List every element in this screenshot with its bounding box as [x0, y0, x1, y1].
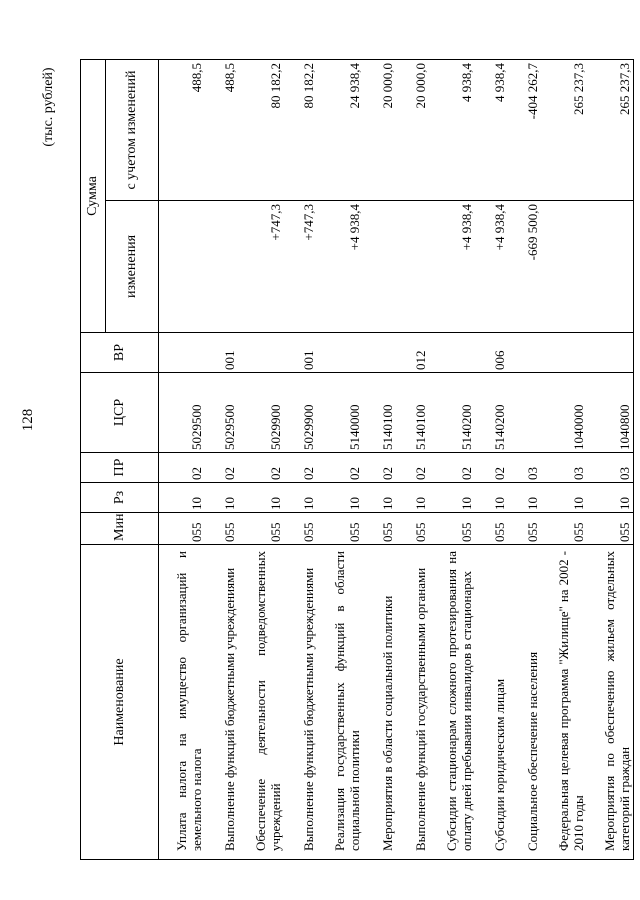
cell-pr: 02	[317, 453, 363, 483]
cell-vr: 001	[284, 333, 317, 373]
cell-rz: 10	[159, 483, 206, 513]
cell-change	[396, 201, 429, 333]
cell-change	[587, 201, 634, 333]
header-vr: ВР	[81, 333, 159, 373]
cell-min: 055	[363, 513, 396, 545]
cell-vr	[541, 333, 587, 373]
cell-pr: 02	[205, 453, 238, 483]
cell-name: Субсидии стационарам сложного протезирования на оплату дней пребывания инвалидов в стационарах	[429, 545, 475, 860]
cell-name: Выполнение функций государственными органами	[396, 545, 429, 860]
cell-total: 265 237,3	[541, 60, 587, 201]
header-pr: ПР	[81, 453, 159, 483]
cell-pr: 02	[159, 453, 206, 483]
cell-change	[205, 201, 238, 333]
cell-pr: 02	[363, 453, 396, 483]
cell-change: -669 500,0	[508, 201, 541, 333]
cell-min: 055	[587, 513, 634, 545]
cell-pr: 02	[475, 453, 508, 483]
cell-csr: 5029900	[284, 373, 317, 453]
table-row	[541, 60, 587, 860]
cell-name: Федеральная целевая программа "Жилище" на 2002 - 2010 годы	[541, 545, 587, 860]
cell-min: 055	[396, 513, 429, 545]
table-row	[396, 60, 429, 860]
cell-csr: 1040800	[587, 373, 634, 453]
unit-note: (тыс. рублей)	[41, 67, 56, 147]
cell-name: Выполнение функций бюджетными учреждениями	[284, 545, 317, 860]
cell-vr	[587, 333, 634, 373]
cell-csr: 5140000	[317, 373, 363, 453]
cell-name: Социальное обеспечение населения	[508, 545, 541, 860]
table-row	[205, 60, 238, 860]
cell-name: Реализация государственных функций в области социальной политики	[317, 545, 363, 860]
cell-rz: 10	[317, 483, 363, 513]
cell-name: Субсидии юридическим лицам	[475, 545, 508, 860]
cell-change: +747,3	[238, 201, 284, 333]
cell-csr: 5140200	[429, 373, 475, 453]
cell-name: Обеспечение деятельности подведомственных учреждений	[238, 545, 284, 860]
cell-name: Уплата налога на имущество организаций и земельного налога	[159, 545, 206, 860]
cell-pr: 03	[508, 453, 541, 483]
cell-change	[159, 201, 206, 333]
cell-name: Мероприятия в области социальной политики	[363, 545, 396, 860]
cell-total: 488,5	[205, 60, 238, 201]
cell-min: 055	[317, 513, 363, 545]
cell-vr	[317, 333, 363, 373]
cell-pr: 02	[396, 453, 429, 483]
cell-rz: 10	[363, 483, 396, 513]
cell-rz: 10	[587, 483, 634, 513]
cell-rz: 10	[284, 483, 317, 513]
cell-rz: 10	[541, 483, 587, 513]
header-name: Наименование	[81, 545, 159, 860]
table-body	[159, 60, 634, 860]
cell-total: 20 000,0	[363, 60, 396, 201]
cell-total: 80 182,2	[284, 60, 317, 201]
header-sum: Сумма	[81, 60, 106, 333]
cell-min: 055	[205, 513, 238, 545]
cell-min: 055	[541, 513, 587, 545]
rotated-document-body	[80, 0, 632, 860]
cell-change: +747,3	[284, 201, 317, 333]
cell-total: 80 182,2	[238, 60, 284, 201]
cell-min: 055	[238, 513, 284, 545]
cell-rz: 10	[205, 483, 238, 513]
cell-vr	[238, 333, 284, 373]
cell-change: +4 938,4	[317, 201, 363, 333]
cell-vr: 012	[396, 333, 429, 373]
cell-csr: 5140200	[475, 373, 508, 453]
table-row	[159, 60, 206, 860]
cell-total: 4 938,4	[475, 60, 508, 201]
cell-total: 24 938,4	[317, 60, 363, 201]
cell-min: 055	[429, 513, 475, 545]
cell-min: 055	[159, 513, 206, 545]
table-row	[587, 60, 634, 860]
table-row	[363, 60, 396, 860]
cell-vr: 001	[205, 333, 238, 373]
table-row	[238, 60, 284, 860]
cell-name: Выполнение функций бюджетными учреждениями	[205, 545, 238, 860]
table-row	[475, 60, 508, 860]
cell-csr: 5140100	[363, 373, 396, 453]
cell-change	[541, 201, 587, 333]
cell-min: 055	[284, 513, 317, 545]
header-change: изменения	[106, 201, 159, 333]
table-row	[317, 60, 363, 860]
cell-pr: 02	[238, 453, 284, 483]
cell-rz: 10	[396, 483, 429, 513]
header-with-change: с учетом изменений	[106, 60, 159, 201]
cell-min: 055	[508, 513, 541, 545]
table-row	[429, 60, 475, 860]
cell-pr: 03	[541, 453, 587, 483]
cell-vr	[363, 333, 396, 373]
cell-rz: 10	[238, 483, 284, 513]
cell-pr: 02	[284, 453, 317, 483]
cell-pr: 02	[429, 453, 475, 483]
cell-total: 265 237,3	[587, 60, 634, 201]
page-number: 128	[20, 408, 36, 432]
table-row	[508, 60, 541, 860]
cell-vr: 006	[475, 333, 508, 373]
cell-csr: 5029900	[238, 373, 284, 453]
cell-vr	[159, 333, 206, 373]
cell-csr: 5029500	[205, 373, 238, 453]
cell-rz: 10	[508, 483, 541, 513]
header-min: Мин	[81, 513, 159, 545]
table-row	[284, 60, 317, 860]
cell-total: 488,5	[159, 60, 206, 201]
cell-change: +4 938,4	[429, 201, 475, 333]
cell-change: +4 938,4	[475, 201, 508, 333]
cell-min: 055	[475, 513, 508, 545]
cell-rz: 10	[429, 483, 475, 513]
header-rz: Рз	[81, 483, 159, 513]
cell-csr: 5140100	[396, 373, 429, 453]
cell-vr	[508, 333, 541, 373]
budget-table	[80, 59, 634, 860]
cell-total: 20 000,0	[396, 60, 429, 201]
cell-name: Мероприятия по обеспечению жильем отдельных категорий граждан	[587, 545, 634, 860]
cell-rz: 10	[475, 483, 508, 513]
header-csr: ЦСР	[81, 373, 159, 453]
cell-pr: 03	[587, 453, 634, 483]
cell-total: 4 938,4	[429, 60, 475, 201]
cell-csr: 5029500	[159, 373, 206, 453]
cell-csr	[508, 373, 541, 453]
cell-csr: 1040000	[541, 373, 587, 453]
cell-change	[363, 201, 396, 333]
cell-vr	[429, 333, 475, 373]
cell-total: -404 262,7	[508, 60, 541, 201]
